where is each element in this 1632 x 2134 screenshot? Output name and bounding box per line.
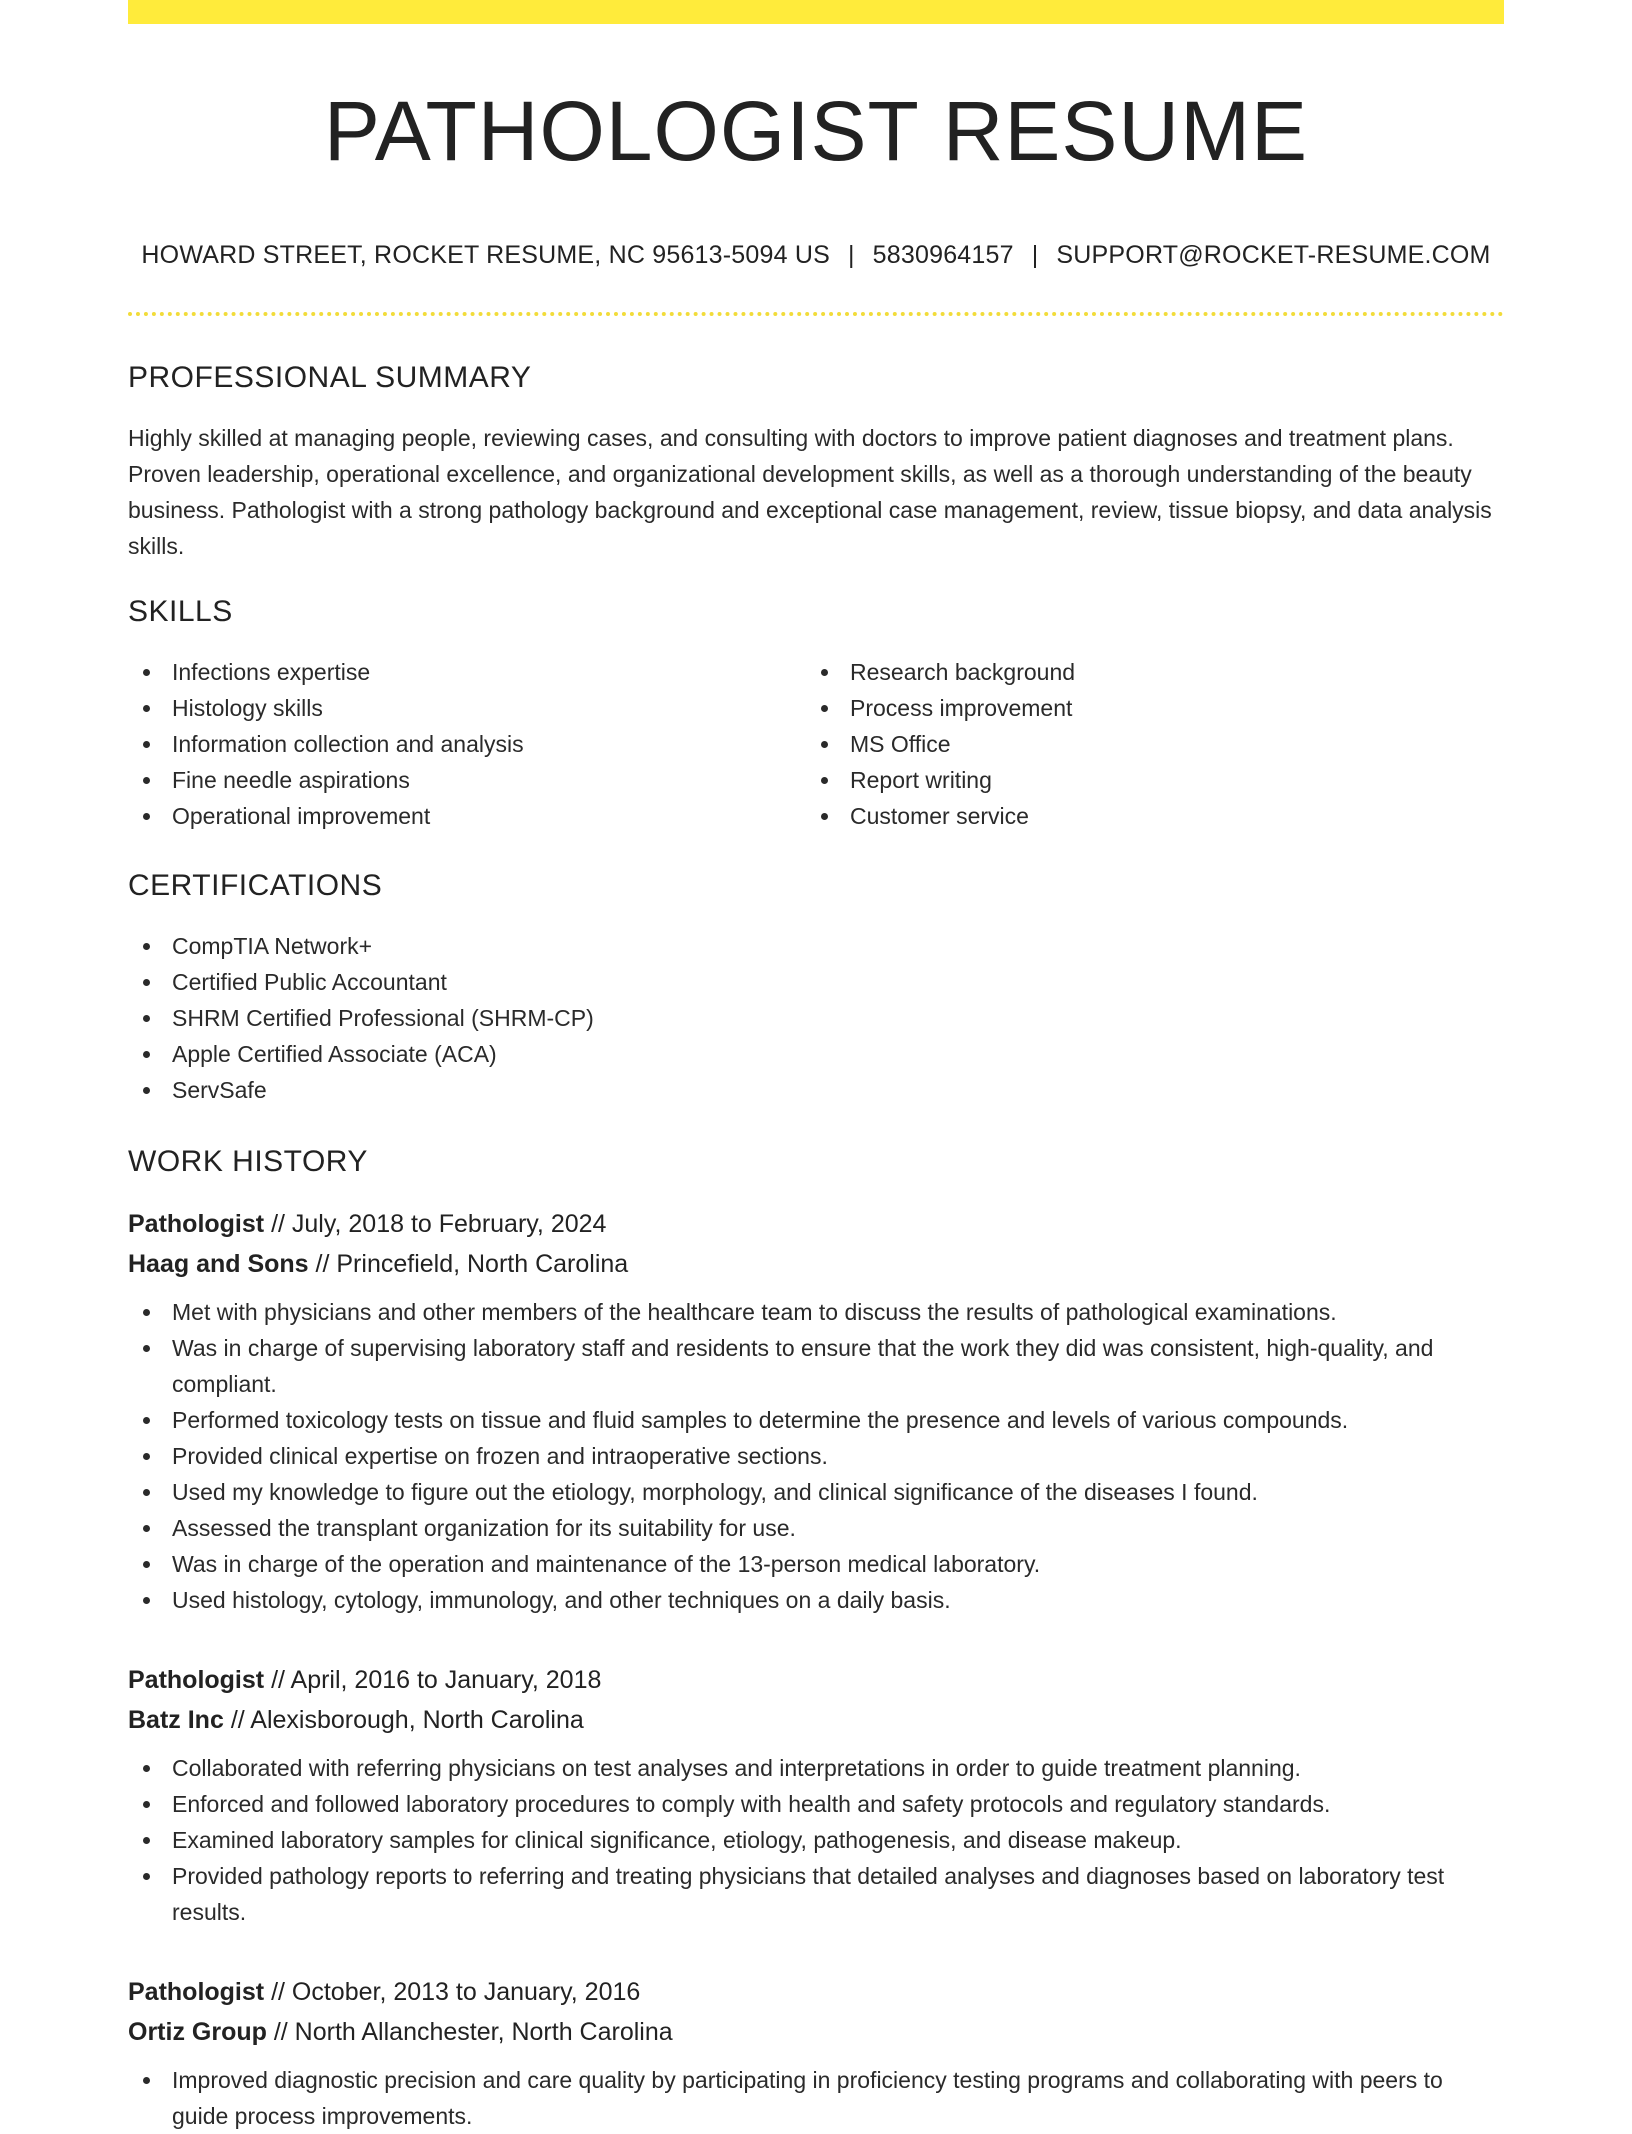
skills-section [128,594,1504,834]
job-bullet: Provided clinical expertise on frozen and intraoperative sections. [128,1438,1504,1474]
skill-item: Fine needle aspirations [128,762,806,798]
dotted-divider [128,312,1504,316]
summary-section [128,360,1504,564]
job-company: Ortiz Group [128,2018,267,2046]
job-bullet-list [128,1750,1504,1930]
contact-separator: | [847,241,855,269]
skill-item: Research background [806,654,1484,690]
skill-item: Infections expertise [128,654,806,690]
job-bullet: Used histology, cytology, immunology, and other techniques on a daily basis. [128,1582,1504,1618]
job-title: Pathologist [128,1978,265,2006]
job-title-line [128,1660,1504,1700]
job-bullet: Met with physicians and other members of the healthcare team to discuss the results of pathological examinations. [128,1294,1504,1330]
skill-item: Customer service [806,798,1484,834]
contact-separator: | [1031,241,1039,269]
job-company-line [128,1244,1504,1284]
job-bullet: Improved diagnostic precision and care quality by participating in proficiency testing programs and collaborating with peers to guide process improvements. [128,2062,1504,2134]
job-dates: // April, 2016 to January, 2018 [271,1666,602,1694]
contact-address: HOWARD STREET, ROCKET RESUME, NC 95613-5094 US [141,241,830,269]
job-title: Pathologist [128,1666,265,1694]
job-dates: // July, 2018 to February, 2024 [271,1210,607,1238]
work-history-heading: WORK HISTORY [128,1145,368,1178]
certifications-list [128,928,1504,1108]
job-dates: // October, 2013 to January, 2016 [271,1978,641,2006]
page-title: PATHOLOGIST RESUME [323,84,1309,178]
certifications-heading: CERTIFICATIONS [128,869,383,902]
summary-heading: PROFESSIONAL SUMMARY [128,361,532,394]
contact-email: SUPPORT@ROCKET-RESUME.COM [1056,241,1491,269]
job-bullet-list [128,1294,1504,1618]
job-entry [128,1972,1504,2134]
contact-line [128,240,1504,270]
skill-item: Histology skills [128,690,806,726]
job-location: // North Allanchester, North Carolina [273,2018,673,2046]
skill-item: Information collection and analysis [128,726,806,762]
job-bullet: Performed toxicology tests on tissue and fluid samples to determine the presence and levels of various compounds. [128,1402,1504,1438]
job-company-line [128,1700,1504,1740]
job-entry [128,1660,1504,1930]
skill-item: Process improvement [806,690,1484,726]
resume-page [128,0,1504,2134]
certifications-section [128,868,1504,1108]
job-location: // Alexisborough, North Carolina [230,1706,584,1734]
job-bullet-list [128,2062,1504,2134]
job-title-line [128,1972,1504,2012]
job-bullet: Provided pathology reports to referring and treating physicians that detailed analyses and diagnoses based on laboratory test results. [128,1858,1504,1930]
job-bullet: Assessed the transplant organization for its suitability for use. [128,1510,1504,1546]
certification-item: Certified Public Accountant [128,964,1504,1000]
job-company: Haag and Sons [128,1250,309,1278]
job-entry [128,1204,1504,1618]
job-bullet: Was in charge of the operation and maintenance of the 13-person medical laboratory. [128,1546,1504,1582]
job-bullet: Collaborated with referring physicians on test analyses and interpretations in order to guide treatment planning. [128,1750,1504,1786]
skills-columns [128,654,1504,834]
skill-item: Operational improvement [128,798,806,834]
summary-text: Highly skilled at managing people, reviewing cases, and consulting with doctors to improve patient diagnoses and treatment plans. Proven leadership, operational excellence, and organizational development skills, as well as a thorough understanding of the beauty business. Pathologist with a strong pathology background and exceptional case management, review, tissue biopsy, and data analysis skills. [128,425,1492,559]
skills-list-left [128,654,806,834]
certification-item: Apple Certified Associate (ACA) [128,1036,1504,1072]
skills-list-right [806,654,1484,834]
job-company-line [128,2012,1504,2052]
certification-item: ServSafe [128,1072,1504,1108]
certification-item: SHRM Certified Professional (SHRM-CP) [128,1000,1504,1036]
skill-item: MS Office [806,726,1484,762]
job-company: Batz Inc [128,1706,224,1734]
job-bullet: Enforced and followed laboratory procedures to comply with health and safety protocols and regulatory standards. [128,1786,1504,1822]
job-location: // Princefield, North Carolina [315,1250,629,1278]
certification-item: CompTIA Network+ [128,928,1504,964]
job-bullet: Examined laboratory samples for clinical significance, etiology, pathogenesis, and disease makeup. [128,1822,1504,1858]
contact-phone: 5830964157 [872,241,1014,269]
top-accent-bar [128,0,1504,24]
job-title: Pathologist [128,1210,265,1238]
work-history-section [128,1144,1504,2134]
skills-heading: SKILLS [128,595,233,628]
job-bullet: Used my knowledge to figure out the etiology, morphology, and clinical significance of the diseases I found. [128,1474,1504,1510]
job-bullet: Was in charge of supervising laboratory staff and residents to ensure that the work they did was consistent, high-quality, and compliant. [128,1330,1504,1402]
skill-item: Report writing [806,762,1484,798]
job-title-line [128,1204,1504,1244]
